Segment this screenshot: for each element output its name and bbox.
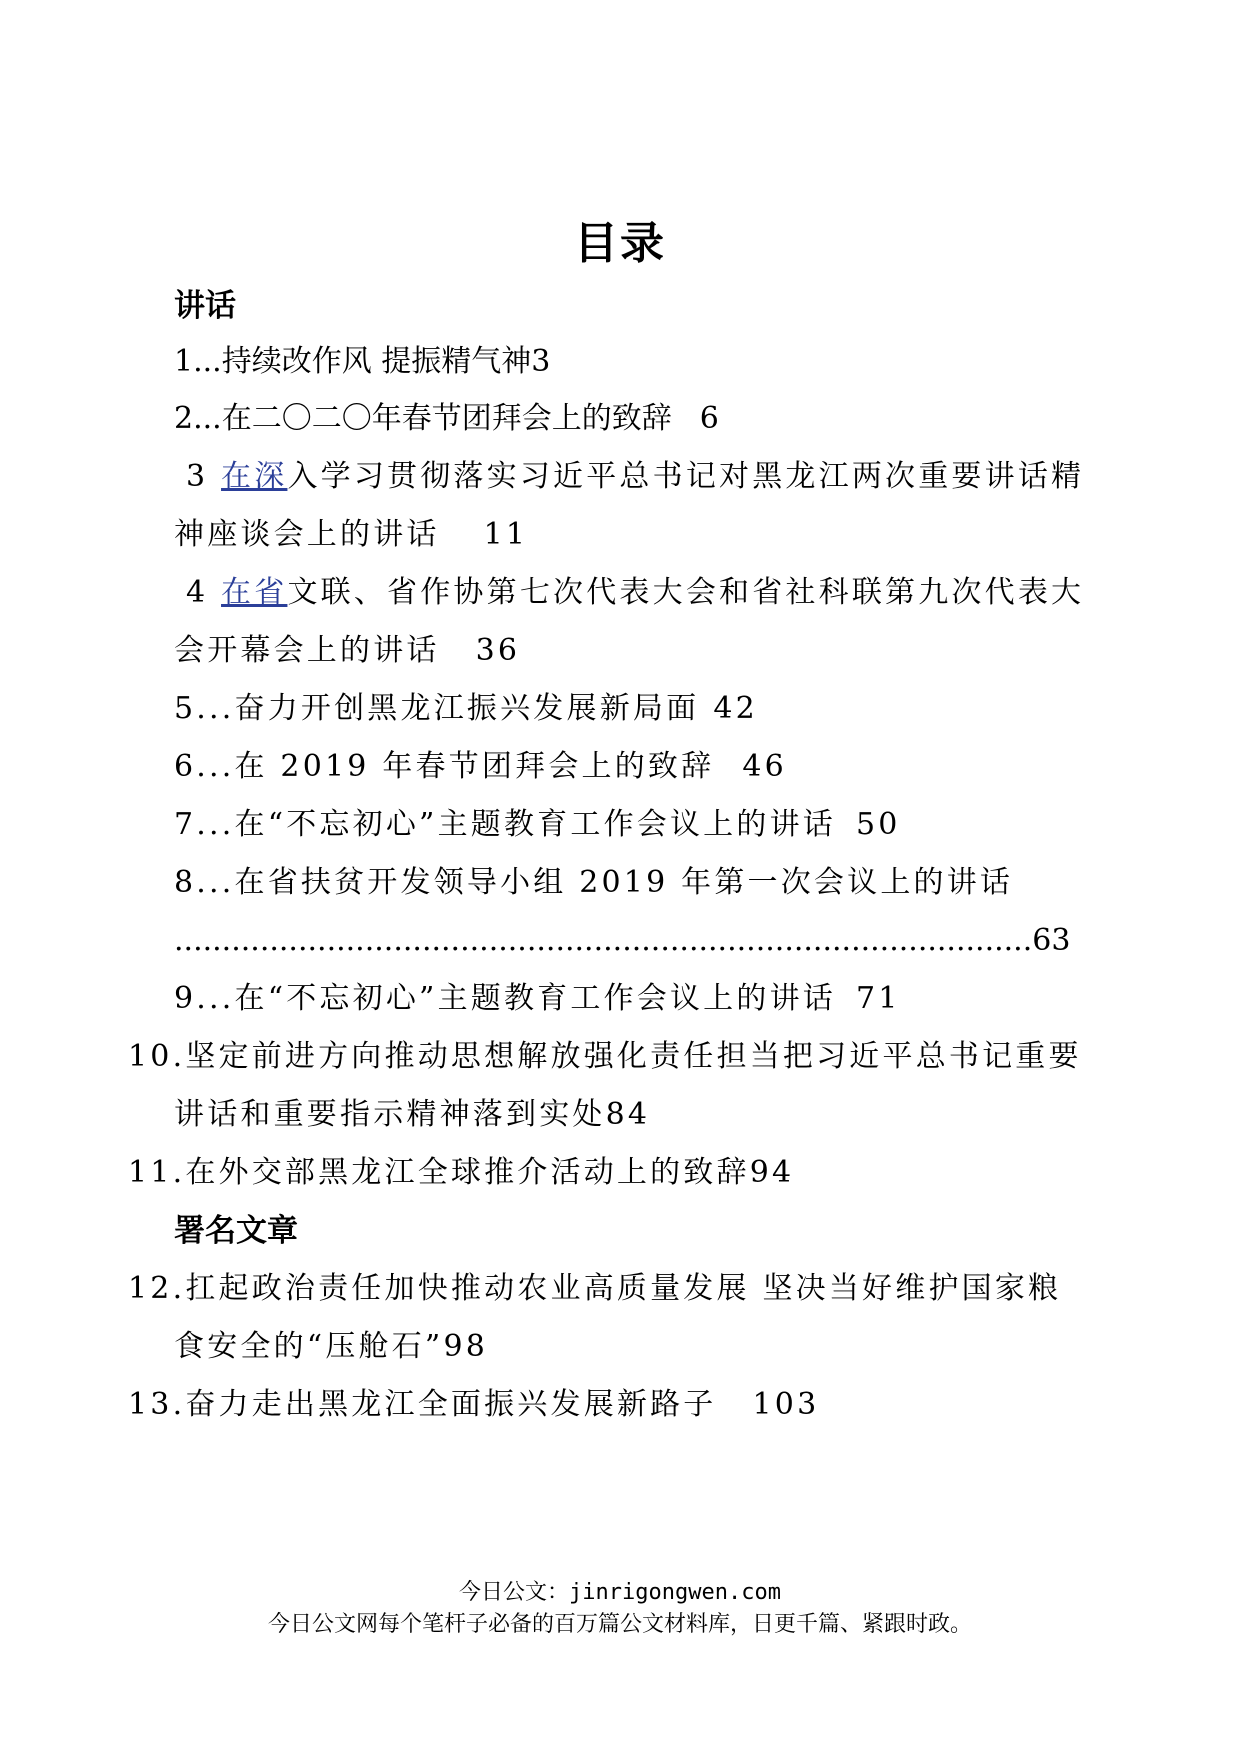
toc-title: 文联、省作协第七次代表大会和省社科联第九次代表大	[287, 575, 1085, 610]
toc-title: 坚定前进方向推动思想解放强化责任担当把习近平总书记重要	[185, 1039, 1082, 1074]
toc-number: 13.	[128, 1387, 186, 1422]
footer-site-url[interactable]: jinrigongwen.com	[569, 1580, 781, 1605]
toc-entry-2[interactable]	[174, 399, 719, 439]
toc-number: 3	[186, 459, 222, 494]
toc-entry-4-continued[interactable]	[174, 631, 520, 671]
toc-title: 奋力开创黑龙江振兴发展新局面	[234, 691, 700, 726]
toc-page-number: 50	[855, 807, 901, 842]
toc-page-number: 84	[605, 1097, 651, 1132]
toc-number: 6...	[174, 749, 235, 784]
toc-title: 持续改作风 提振精气神	[221, 344, 532, 379]
toc-entry-8[interactable]	[174, 863, 1013, 903]
toc-entry-3[interactable]	[186, 457, 1084, 497]
toc-entry-7[interactable]	[174, 805, 901, 845]
toc-title: 在省扶贫开发领导小组 2019 年第一次会议上的讲话	[234, 865, 1014, 900]
toc-entry-12[interactable]	[128, 1269, 1061, 1309]
toc-title: 奋力走出黑龙江全面振兴发展新路子	[185, 1387, 717, 1422]
toc-page-number: 98	[443, 1329, 489, 1364]
toc-entry-6[interactable]	[174, 747, 787, 787]
toc-title-continued: 会开幕会上的讲话	[174, 633, 440, 668]
page-title: 目录	[574, 218, 666, 269]
toc-page-number: 11	[483, 517, 529, 552]
toc-entry-1[interactable]	[174, 342, 550, 382]
toc-page-number: 94	[749, 1155, 795, 1190]
toc-entry-5[interactable]	[174, 689, 758, 729]
toc-title: 在 2019 年春节团拜会上的致辞	[234, 749, 715, 784]
toc-title: 在外交部黑龙江全球推介活动上的致辞	[185, 1155, 750, 1190]
toc-entry-9[interactable]	[174, 979, 901, 1019]
toc-page-number: 36	[475, 633, 521, 668]
toc-link[interactable]: 在深	[221, 459, 288, 494]
toc-title: 在“不忘初心”主题教育工作会议上的讲话	[234, 807, 836, 842]
toc-title-continued: 讲话和重要指示精神落到实处	[174, 1097, 606, 1132]
section-heading-articles: 署名文章	[174, 1213, 298, 1249]
toc-title: 扛起政治责任加快推动农业高质量发展 坚决当好维护国家粮	[185, 1271, 1062, 1306]
toc-link[interactable]: 在省	[221, 575, 288, 610]
toc-page-number: 103	[752, 1387, 820, 1422]
toc-page-number: 42	[713, 691, 758, 726]
toc-title: 在“不忘初心”主题教育工作会议上的讲话	[234, 981, 836, 1016]
toc-number: 2...	[174, 401, 222, 436]
toc-page-number: 71	[855, 981, 901, 1016]
footer-site-label: 今日公文：	[459, 1580, 570, 1605]
toc-number: 11.	[128, 1155, 186, 1190]
toc-number: 1...	[174, 344, 222, 379]
toc-number: 12.	[128, 1271, 186, 1306]
toc-entry-4[interactable]	[186, 573, 1084, 613]
section-heading-speeches: 讲话	[174, 288, 236, 324]
toc-entry-3-continued[interactable]	[174, 515, 528, 555]
toc-page-number: 3	[531, 344, 551, 379]
toc-entry-8-leader[interactable]	[174, 921, 1070, 961]
toc-number: 9...	[174, 981, 235, 1016]
footer-slogan: 今日公文网每个笔杆子必备的百万篇公文材料库，日更千篇、紧跟时政。	[267, 1612, 972, 1637]
toc-title: 入学习贯彻落实习近平总书记对黑龙江两次重要讲话精	[287, 459, 1085, 494]
toc-page-number: 63	[1032, 923, 1071, 958]
toc-entry-10[interactable]	[128, 1037, 1082, 1077]
footer-site	[0, 1578, 1240, 1608]
toc-title-continued: 神座谈会上的讲话	[174, 517, 440, 552]
toc-page-number: 46	[742, 749, 787, 784]
toc-number: 5...	[174, 691, 235, 726]
toc-number: 10.	[128, 1039, 186, 1074]
toc-title-continued: 食安全的“压舱石”	[174, 1329, 444, 1364]
toc-entry-12-continued[interactable]	[174, 1327, 488, 1367]
toc-title: 在二〇二〇年春节团拜会上的致辞	[221, 401, 672, 436]
toc-entry-10-continued[interactable]	[174, 1095, 650, 1135]
toc-page-number: 6	[699, 401, 719, 436]
toc-dot-leader: ..........................................................................................	[174, 923, 1033, 958]
toc-entry-13[interactable]	[128, 1385, 819, 1425]
toc-number: 4	[186, 575, 222, 610]
toc-number: 8...	[174, 865, 235, 900]
toc-entry-11[interactable]	[128, 1153, 794, 1193]
toc-number: 7...	[174, 807, 235, 842]
